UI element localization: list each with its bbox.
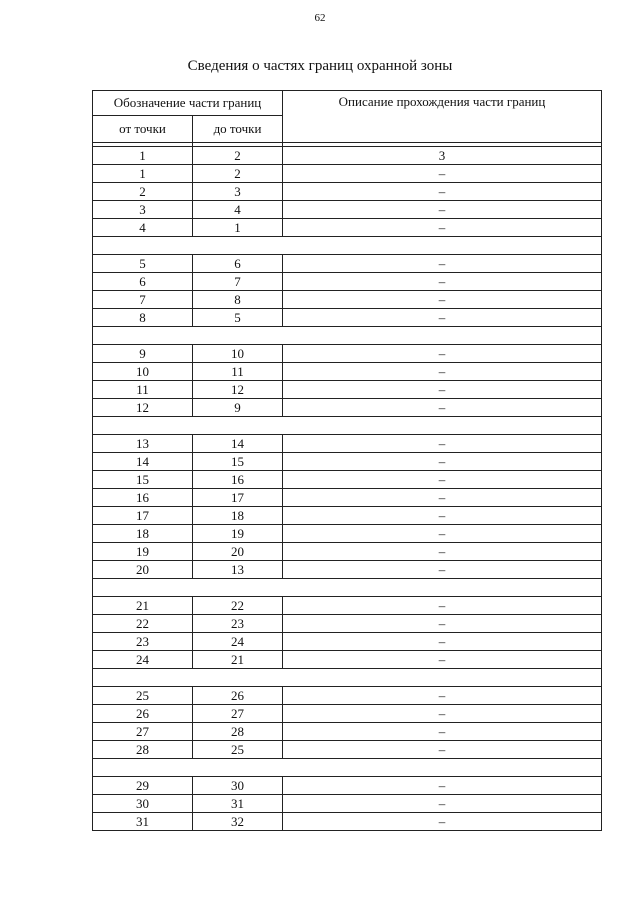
description-cell: – [283,597,602,615]
to-point-cell: 16 [193,471,283,489]
to-point-cell: 4 [193,201,283,219]
from-point-cell: 26 [93,705,193,723]
table-row [93,471,602,489]
table-row [93,345,602,363]
group-separator-row [93,669,602,687]
boundary-parts-table [92,90,602,831]
description-cell: – [283,813,602,831]
description-cell: – [283,201,602,219]
to-point-cell: 11 [193,363,283,381]
table-row [93,705,602,723]
from-point-cell: 20 [93,561,193,579]
to-point-cell: 19 [193,525,283,543]
to-point-cell: 25 [193,741,283,759]
to-point-cell: 10 [193,345,283,363]
description-cell: – [283,507,602,525]
table-row [93,201,602,219]
header-from-point: от точки [93,116,193,143]
table-row [93,597,602,615]
to-point-cell: 2 [193,165,283,183]
description-cell: – [283,309,602,327]
header-to-point: до точки [193,116,283,143]
description-cell: – [283,345,602,363]
from-point-cell: 22 [93,615,193,633]
to-point-cell: 7 [193,273,283,291]
from-point-cell: 3 [93,201,193,219]
table-row [93,183,602,201]
to-point-cell: 28 [193,723,283,741]
table-row [93,399,602,417]
from-point-cell: 28 [93,741,193,759]
to-point-cell: 9 [193,399,283,417]
table-row [93,525,602,543]
from-point-cell: 19 [93,543,193,561]
header-designation: Обозначение части границ [93,91,283,116]
table-row [93,615,602,633]
table-row [93,723,602,741]
description-cell: – [283,381,602,399]
table-row [93,687,602,705]
table-row [93,255,602,273]
table-row [93,381,602,399]
from-point-cell: 16 [93,489,193,507]
description-cell: – [283,399,602,417]
to-point-cell: 27 [193,705,283,723]
to-point-cell: 8 [193,291,283,309]
table-row [93,363,602,381]
from-point-cell: 10 [93,363,193,381]
from-point-cell: 9 [93,345,193,363]
from-point-cell: 5 [93,255,193,273]
to-point-cell: 15 [193,453,283,471]
group-separator-row [93,579,602,597]
to-point-cell: 17 [193,489,283,507]
to-point-cell: 30 [193,777,283,795]
from-point-cell: 30 [93,795,193,813]
group-separator-cell [93,579,602,597]
group-separator-row [93,327,602,345]
table-row [93,435,602,453]
to-point-cell: 20 [193,543,283,561]
description-cell: – [283,525,602,543]
group-separator-row [93,417,602,435]
column-number-cell: 1 [93,147,193,165]
description-cell: – [283,471,602,489]
description-cell: – [283,777,602,795]
table-row [93,453,602,471]
from-point-cell: 25 [93,687,193,705]
description-cell: – [283,489,602,507]
to-point-cell: 6 [193,255,283,273]
table-row [93,777,602,795]
description-cell: – [283,255,602,273]
table-row [93,795,602,813]
table-row [93,507,602,525]
table-row [93,489,602,507]
from-point-cell: 27 [93,723,193,741]
from-point-cell: 8 [93,309,193,327]
table-row [93,741,602,759]
from-point-cell: 11 [93,381,193,399]
description-cell: – [283,687,602,705]
table-row [93,309,602,327]
to-point-cell: 14 [193,435,283,453]
from-point-cell: 6 [93,273,193,291]
table-body [93,143,602,831]
column-number-cell: 3 [283,147,602,165]
from-point-cell: 15 [93,471,193,489]
description-cell: – [283,273,602,291]
from-point-cell: 24 [93,651,193,669]
to-point-cell: 26 [193,687,283,705]
column-number-row [93,147,602,165]
group-separator-cell [93,237,602,255]
description-cell: – [283,453,602,471]
from-point-cell: 13 [93,435,193,453]
from-point-cell: 4 [93,219,193,237]
description-cell: – [283,723,602,741]
description-cell: – [283,291,602,309]
description-cell: – [283,561,602,579]
to-point-cell: 32 [193,813,283,831]
header-description: Описание прохождения части границ [283,91,602,143]
to-point-cell: 13 [193,561,283,579]
from-point-cell: 21 [93,597,193,615]
from-point-cell: 23 [93,633,193,651]
from-point-cell: 7 [93,291,193,309]
from-point-cell: 31 [93,813,193,831]
description-cell: – [283,183,602,201]
group-separator-cell [93,417,602,435]
from-point-cell: 1 [93,165,193,183]
description-cell: – [283,165,602,183]
description-cell: – [283,543,602,561]
column-number-cell: 2 [193,147,283,165]
description-cell: – [283,795,602,813]
to-point-cell: 23 [193,615,283,633]
table-row [93,543,602,561]
description-cell: – [283,633,602,651]
description-cell: – [283,615,602,633]
from-point-cell: 14 [93,453,193,471]
description-cell: – [283,435,602,453]
table-row [93,273,602,291]
to-point-cell: 22 [193,597,283,615]
to-point-cell: 18 [193,507,283,525]
table-row [93,813,602,831]
to-point-cell: 1 [193,219,283,237]
to-point-cell: 12 [193,381,283,399]
page-title: Сведения о частях границ охранной зоны [187,58,453,74]
description-cell: – [283,741,602,759]
group-separator-cell [93,759,602,777]
to-point-cell: 31 [193,795,283,813]
from-point-cell: 17 [93,507,193,525]
group-separator-row [93,237,602,255]
table-row [93,219,602,237]
to-point-cell: 3 [193,183,283,201]
description-cell: – [283,219,602,237]
page-number: 62 [314,12,326,24]
from-point-cell: 2 [93,183,193,201]
from-point-cell: 29 [93,777,193,795]
description-cell: – [283,363,602,381]
description-cell: – [283,705,602,723]
table-row [93,291,602,309]
group-separator-cell [93,669,602,687]
description-cell: – [283,651,602,669]
group-separator-cell [93,327,602,345]
from-point-cell: 18 [93,525,193,543]
table-row [93,633,602,651]
from-point-cell: 12 [93,399,193,417]
group-separator-row [93,759,602,777]
table-row [93,561,602,579]
to-point-cell: 21 [193,651,283,669]
to-point-cell: 5 [193,309,283,327]
table-row [93,651,602,669]
table-row [93,165,602,183]
to-point-cell: 24 [193,633,283,651]
